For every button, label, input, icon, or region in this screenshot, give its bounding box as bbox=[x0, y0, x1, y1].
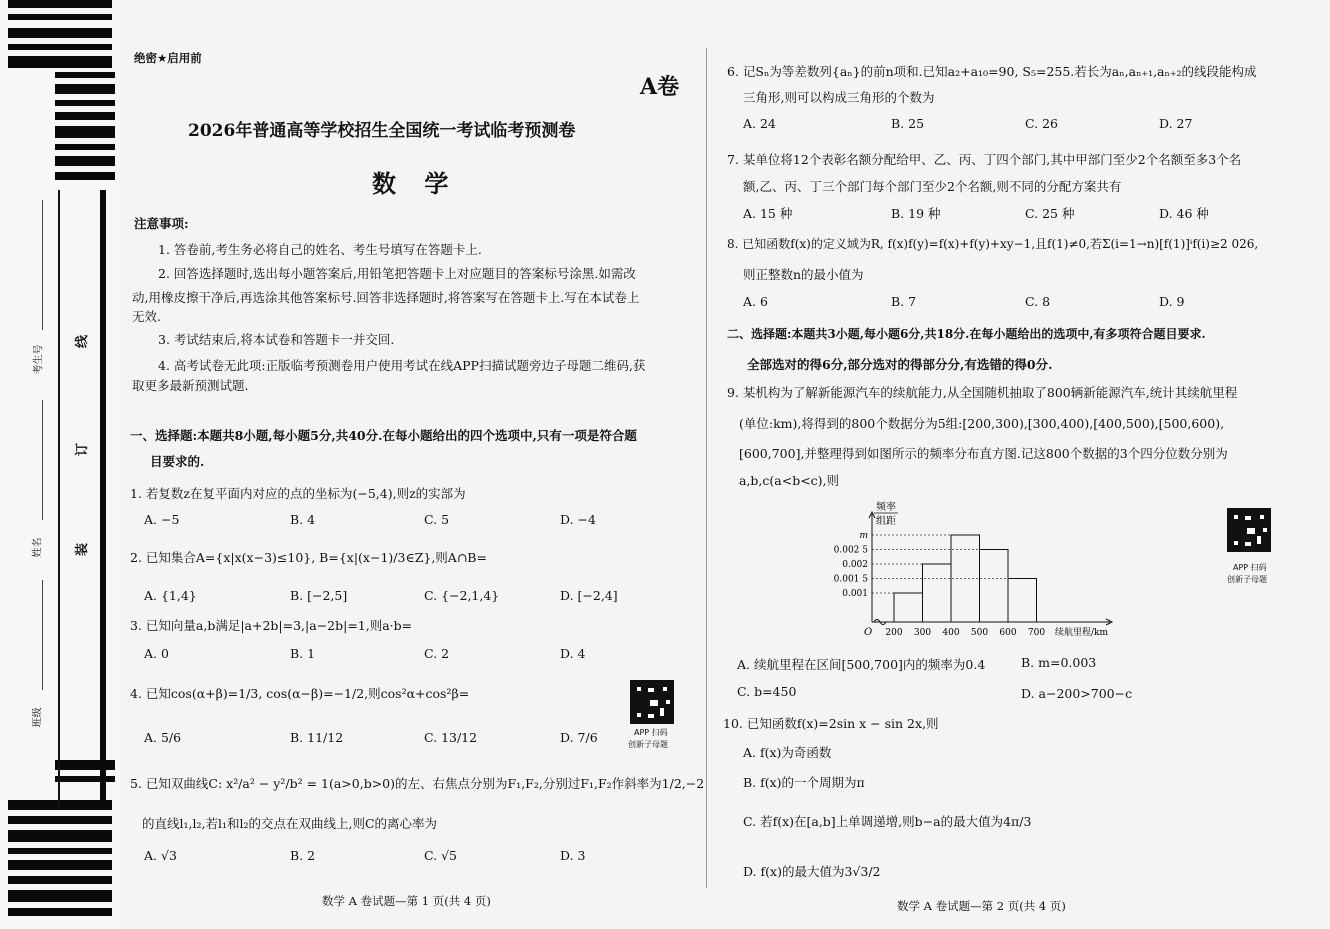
option-d: D. 27 bbox=[1159, 116, 1193, 131]
secret-marking: 绝密★启用前 bbox=[134, 51, 202, 65]
seal-word-ding: 订 bbox=[75, 442, 91, 457]
y-tick-label: 0.001 5 bbox=[833, 574, 868, 585]
question-stem-cont: 则正整数n的最小值为 bbox=[743, 267, 864, 282]
option-d: D. −4 bbox=[560, 512, 596, 527]
option-b: B. 11/12 bbox=[290, 730, 344, 745]
y-tick-label: 0.002 5 bbox=[833, 545, 868, 556]
qr-code-icon[interactable] bbox=[630, 680, 674, 724]
question-stem: 3. 已知向量a,b满足|a+2b|=3,|a−2b|=1,则a·b= bbox=[130, 618, 413, 633]
option-b: B. 1 bbox=[290, 646, 316, 661]
option-c: C. 13/12 bbox=[424, 730, 478, 745]
strip-bar bbox=[55, 72, 115, 78]
x-tick-label: 600 bbox=[999, 628, 1017, 638]
option-c: C. {−2,1,4} bbox=[424, 588, 500, 603]
strip-rail-fill bbox=[100, 190, 106, 810]
x-tick-label: 400 bbox=[942, 628, 960, 638]
option-c: C. 8 bbox=[1025, 294, 1051, 309]
x-tick-label: 700 bbox=[1027, 628, 1046, 638]
option-a: A. f(x)为奇函数 bbox=[743, 745, 832, 760]
option-d: D. 9 bbox=[1159, 294, 1185, 309]
option-b: B. m=0.003 bbox=[1021, 655, 1097, 670]
binding-strip bbox=[0, 0, 120, 929]
y-tick-label: m bbox=[859, 531, 868, 541]
strip-bar bbox=[55, 156, 115, 166]
paper-tag: A卷 bbox=[640, 74, 680, 100]
strip-bar bbox=[55, 112, 115, 120]
option-b: B. 19 种 bbox=[891, 206, 941, 221]
strip-bar bbox=[8, 830, 112, 842]
histogram-bar bbox=[894, 593, 923, 622]
class-line bbox=[42, 580, 43, 690]
option-c: C. b=450 bbox=[737, 684, 797, 699]
section-one-heading-cont: 目要求的. bbox=[150, 454, 205, 469]
question-stem: 10. 已知函数f(x)=2sin x − sin 2x,则 bbox=[723, 716, 939, 731]
option-c: C. √5 bbox=[424, 848, 457, 863]
notes-title: 注意事项: bbox=[134, 216, 189, 231]
qr-caption: APP 扫码 bbox=[634, 728, 668, 737]
strip-bar bbox=[8, 44, 112, 50]
note-line: 取更多最新预测试题. bbox=[132, 378, 249, 393]
question-stem: 6. 记Sₙ为等差数列{aₙ}的前n项和.已知a₂+a₁₀=90, S₅=255.若长为aₙ,aₙ₊₁,aₙ₊₂的线段能构成 bbox=[727, 64, 1257, 79]
strip-bar bbox=[55, 126, 115, 138]
strip-bar bbox=[8, 56, 112, 68]
option-c: C. 5 bbox=[424, 512, 450, 527]
y-axis-label: 频率 bbox=[876, 502, 896, 513]
page-two bbox=[705, 0, 1330, 929]
x-tick-label: 500 bbox=[970, 628, 989, 638]
option-a: A. 15 种 bbox=[743, 206, 793, 221]
class-label: 班级 bbox=[32, 707, 44, 728]
option-b: B. 25 bbox=[891, 116, 925, 131]
option-b: B. 4 bbox=[290, 512, 316, 527]
option-a: A. 6 bbox=[743, 294, 768, 309]
option-a: A. −5 bbox=[144, 512, 180, 527]
question-stem-cont: 额,乙、丙、丁三个部门每个部门至少2个名额,则不同的分配方案共有 bbox=[743, 179, 1122, 194]
option-b: B. [−2,5] bbox=[290, 588, 348, 603]
page-one bbox=[120, 0, 705, 929]
name-label: 姓名 bbox=[32, 537, 44, 558]
option-a: A. 续航里程在区间[500,700]内的频率为0.4 bbox=[737, 657, 986, 672]
strip-bar bbox=[8, 0, 112, 8]
strip-bar bbox=[8, 860, 112, 870]
option-d: D. 3 bbox=[560, 848, 586, 863]
option-d: D. f(x)的最大值为3√3/2 bbox=[743, 864, 881, 879]
qr-caption: 创新子母题 bbox=[1227, 575, 1267, 584]
strip-bar bbox=[8, 28, 112, 38]
note-line: 4. 高考试卷无此项:正版临考预测卷用户使用考试在线APP扫描试题旁边子母题二维码,获 bbox=[158, 358, 646, 373]
strip-bar bbox=[55, 84, 115, 94]
question-stem-cont: (单位:km),将得到的800个数据分为5组:[200,300),[300,400),[400,500),[500,600), bbox=[739, 416, 1225, 431]
histogram-bar bbox=[980, 550, 1009, 623]
option-c: C. 26 bbox=[1025, 116, 1058, 131]
question-stem: 9. 某机构为了解新能源汽车的续航能力,从全国随机抽取了800辆新能源汽车,统计其续航里程 bbox=[727, 385, 1238, 400]
option-d: D. 7/6 bbox=[560, 730, 598, 745]
strip-bar bbox=[55, 100, 115, 106]
option-a: A. 24 bbox=[743, 116, 776, 131]
option-a: A. √3 bbox=[144, 848, 177, 863]
option-d: D. 46 种 bbox=[1159, 206, 1209, 221]
strip-bar bbox=[8, 14, 112, 20]
option-c: C. 若f(x)在[a,b]上单调递增,则b−a的最大值为4π/3 bbox=[743, 814, 1032, 829]
option-b: B. 7 bbox=[891, 294, 917, 309]
page-title: 2026年普通高等学校招生全国统一考试临考预测卷 bbox=[188, 121, 576, 141]
strip-bar bbox=[8, 908, 112, 916]
option-a: A. 0 bbox=[144, 646, 169, 661]
note-line: 3. 考试结束后,将本试卷和答题卡一并交回. bbox=[158, 332, 395, 347]
strip-bar bbox=[55, 144, 115, 150]
question-stem: 2. 已知集合A={x|x(x−3)≤10}, B={x|(x−1)/3∈Z},则A∩B= bbox=[130, 550, 487, 565]
question-stem: 7. 某单位将12个表彰名额分配给甲、乙、丙、丁四个部门,其中甲部门至少2个名额至多3个名 bbox=[727, 152, 1242, 167]
histogram-bar bbox=[1008, 579, 1037, 623]
strip-bar bbox=[55, 172, 115, 180]
histogram-bar bbox=[923, 564, 952, 622]
question-stem-cont: 三角形,则可以构成三角形的个数为 bbox=[743, 90, 935, 105]
option-c: C. 2 bbox=[424, 646, 450, 661]
option-a: A. 5/6 bbox=[144, 730, 182, 745]
strip-bar bbox=[8, 876, 112, 884]
question-stem: 8. 已知函数f(x)的定义域为R, f(x)f(y)=f(x)+f(y)+xy−1,且f(1)≠0,若Σ(i=1→n)[f(1)]ⁱf(i)≥2 026, bbox=[727, 237, 1259, 251]
option-d: D. a−200>700−c bbox=[1021, 686, 1133, 701]
page-footer: 数学 A 卷试题—第 1 页(共 4 页) bbox=[322, 894, 491, 908]
page-footer: 数学 A 卷试题—第 2 页(共 4 页) bbox=[897, 899, 1066, 913]
seal-word-zhuang: 装 bbox=[75, 542, 91, 557]
strip-bar bbox=[8, 890, 112, 902]
question-stem-cont: a,b,c(a<b<c),则 bbox=[739, 473, 840, 488]
section-two-heading: 二、选择题:本题共3小题,每小题6分,共18分.在每小题给出的选项中,有多项符合题目要求. bbox=[727, 327, 1206, 341]
ticket-line bbox=[42, 200, 43, 330]
x-axis-label: 续航里程/km bbox=[1055, 628, 1109, 638]
note-line: 无效. bbox=[132, 309, 161, 324]
x-tick-label: 200 bbox=[885, 628, 903, 638]
question-stem: 4. 已知cos(α+β)=1/3, cos(α−β)=−1/2,则cos²α+cos²β= bbox=[130, 686, 470, 701]
frequency-histogram bbox=[822, 500, 1122, 645]
origin-label: O bbox=[864, 627, 873, 638]
y-tick-label: 0.002 bbox=[842, 560, 868, 570]
section-two-heading-cont: 全部选对的得6分,部分选对的得部分分,有选错的得0分. bbox=[747, 357, 1053, 372]
y-axis-label: 组距 bbox=[876, 516, 896, 527]
y-tick-label: 0.001 bbox=[842, 589, 868, 599]
qr-caption: APP 扫码 bbox=[1233, 563, 1267, 572]
strip-bar bbox=[8, 816, 112, 824]
qr-caption: 创新子母题 bbox=[628, 740, 668, 749]
strip-bar bbox=[8, 848, 112, 854]
section-one-heading: 一、选择题:本题共8小题,每小题5分,共40分.在每小题给出的四个选项中,只有一项是符合题 bbox=[130, 428, 637, 443]
option-b: B. 2 bbox=[290, 848, 316, 863]
option-d: D. [−2,4] bbox=[560, 588, 618, 603]
question-stem-cont: [600,700],并整理得到如图所示的频率分布直方图.记这800个数据的3个四分位数分别为 bbox=[739, 446, 1228, 461]
note-line: 2. 回答选择题时,选出每小题答案后,用铅笔把答题卡上对应题目的答案标号涂黑.如需改 bbox=[158, 266, 636, 281]
question-stem-cont: 的直线l₁,l₂,若l₁和l₂的交点在双曲线上,则C的离心率为 bbox=[142, 816, 438, 831]
name-line bbox=[42, 400, 43, 520]
question-stem: 5. 已知双曲线C: x²/a² − y²/b² = 1(a>0,b>0)的左、右焦点分别为F₁,F₂,分别过F₁,F₂作斜率为1/2,−2 bbox=[130, 776, 705, 791]
option-a: A. {1,4} bbox=[144, 588, 197, 603]
qr-code-icon[interactable] bbox=[1227, 508, 1271, 552]
seal-word-xian: 线 bbox=[75, 334, 91, 349]
option-b: B. f(x)的一个周期为π bbox=[743, 775, 865, 790]
subject-title: 数 学 bbox=[372, 169, 459, 198]
note-line: 动,用橡皮擦干净后,再选涂其他答案标号.回答非选择题时,将答案写在答题卡上.写在本试卷上 bbox=[132, 290, 640, 305]
note-line: 1. 答卷前,考生务必将自己的姓名、考生号填写在答题卡上. bbox=[158, 242, 482, 257]
option-d: D. 4 bbox=[560, 646, 586, 661]
question-stem: 1. 若复数z在复平面内对应的点的坐标为(−5,4),则z的实部为 bbox=[130, 486, 466, 501]
x-tick-label: 300 bbox=[913, 628, 932, 638]
ticket-label: 考生号 bbox=[33, 344, 45, 375]
option-c: C. 25 种 bbox=[1025, 206, 1075, 221]
